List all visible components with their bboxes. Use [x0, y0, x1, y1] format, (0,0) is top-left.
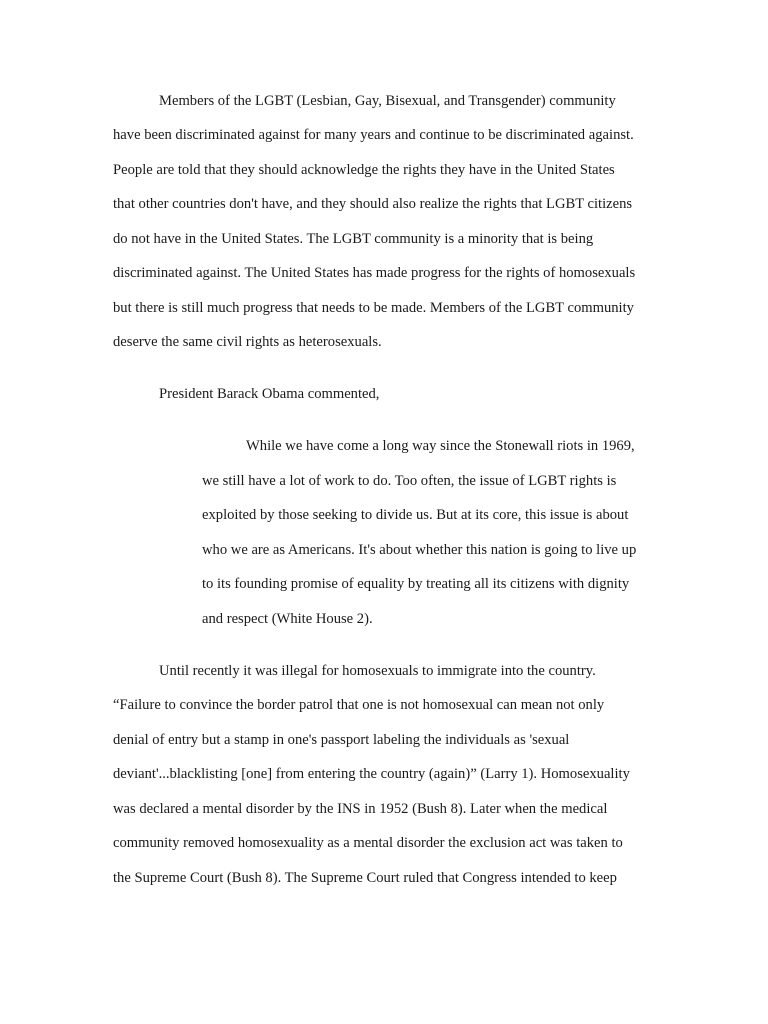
- paragraph-1-line-8: deserve the same civil rights as heterosexuals.: [113, 334, 382, 350]
- blockquote-line-2: we still have a lot of work to do. Too often, the issue of LGBT rights is: [202, 473, 617, 489]
- blockquote-line-6: and respect (White House 2).: [202, 611, 373, 627]
- paragraph-3-line-3: denial of entry but a stamp in one's passport labeling the individuals as 'sexual: [113, 732, 570, 748]
- blockquote-line-4: who we are as Americans. It's about whether this nation is going to live up: [202, 542, 637, 558]
- paragraph-3-line-6: community removed homosexuality as a mental disorder the exclusion act was taken to: [113, 835, 623, 851]
- paragraph-3-line-1: Until recently it was illegal for homosexuals to immigrate into the country.: [159, 663, 596, 679]
- paragraph-1-line-3: People are told that they should acknowledge the rights they have in the United States: [113, 162, 615, 178]
- paragraph-1-line-7: but there is still much progress that needs to be made. Members of the LGBT community: [113, 300, 634, 316]
- paragraph-1-line-6: discriminated against. The United States has made progress for the rights of homosexuals: [113, 265, 636, 281]
- paragraph-1-line-1: Members of the LGBT (Lesbian, Gay, Bisexual, and Transgender) community: [159, 93, 616, 109]
- paragraph-2-line-1: President Barack Obama commented,: [159, 386, 380, 402]
- paragraph-1-line-5: do not have in the United States. The LGBT community is a minority that is being: [113, 231, 594, 247]
- paragraph-3-line-7: the Supreme Court (Bush 8). The Supreme Court ruled that Congress intended to keep: [113, 870, 617, 886]
- blockquote-line-3: exploited by those seeking to divide us. But at its core, this issue is about: [202, 507, 629, 523]
- paragraph-3-line-4: deviant'...blacklisting [one] from entering the country (again)” (Larry 1). Homosexuality: [113, 766, 630, 782]
- paragraph-3-line-5: was declared a mental disorder by the INS in 1952 (Bush 8). Later when the medical: [113, 801, 608, 817]
- paragraph-1-line-2: have been discriminated against for many years and continue to be discriminated against.: [113, 127, 634, 143]
- blockquote-line-5: to its founding promise of equality by treating all its citizens with dignity: [202, 576, 630, 592]
- blockquote-line-1: While we have come a long way since the Stonewall riots in 1969,: [246, 438, 635, 454]
- paragraph-1-line-4: that other countries don't have, and they should also realize the rights that LGBT citizens: [113, 196, 633, 212]
- paragraph-3-line-2: “Failure to convince the border patrol that one is not homosexual can mean not only: [113, 697, 605, 713]
